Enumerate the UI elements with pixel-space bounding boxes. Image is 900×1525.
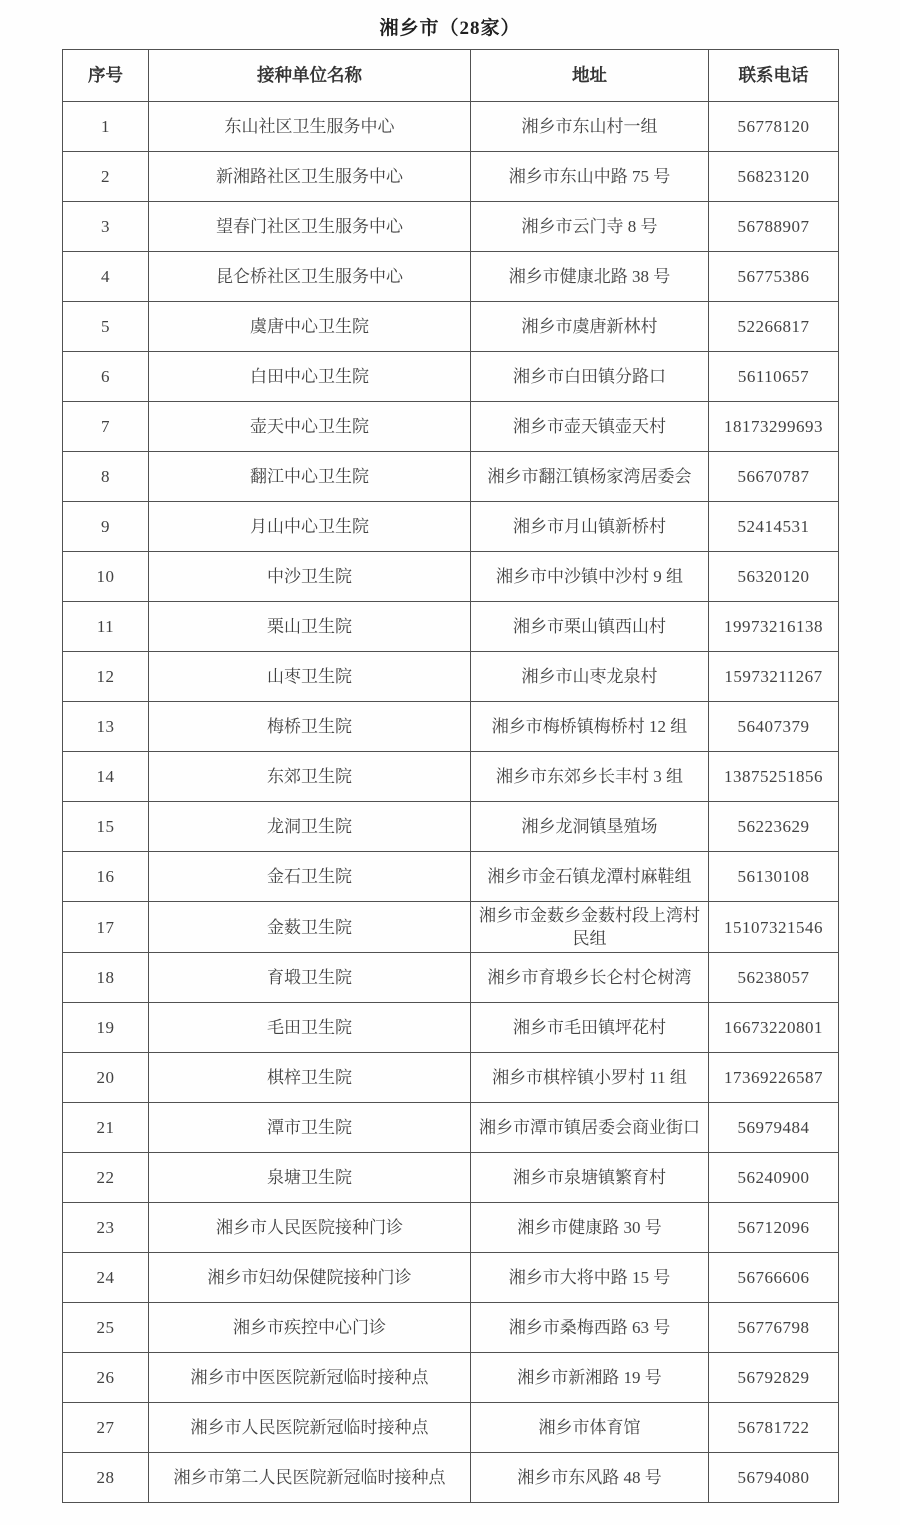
address-cell: 湘乡市东山村一组 xyxy=(471,102,709,152)
table-row xyxy=(63,502,839,552)
phone-cell: 56130108 xyxy=(709,852,839,902)
phone-cell: 56320120 xyxy=(709,552,839,602)
unit-name-cell: 梅桥卫生院 xyxy=(149,702,471,752)
header-phone: 联系电话 xyxy=(709,50,839,102)
row-index-cell: 7 xyxy=(63,402,149,452)
table-row xyxy=(63,752,839,802)
unit-name-cell: 潭市卫生院 xyxy=(149,1103,471,1153)
table-row xyxy=(63,1053,839,1103)
address-cell: 湘乡市虞唐新林村 xyxy=(471,302,709,352)
header-address: 地址 xyxy=(471,50,709,102)
unit-name-cell: 虞唐中心卫生院 xyxy=(149,302,471,352)
address-cell: 湘乡龙洞镇垦殖场 xyxy=(471,802,709,852)
phone-cell: 18173299693 xyxy=(709,402,839,452)
address-cell: 湘乡市棋梓镇小罗村 11 组 xyxy=(471,1053,709,1103)
table-row xyxy=(63,302,839,352)
address-cell: 湘乡市潭市镇居委会商业街口 xyxy=(471,1103,709,1153)
phone-cell: 56823120 xyxy=(709,152,839,202)
table-row xyxy=(63,1153,839,1203)
phone-cell: 56670787 xyxy=(709,452,839,502)
unit-name-cell: 白田中心卫生院 xyxy=(149,352,471,402)
unit-name-cell: 昆仑桥社区卫生服务中心 xyxy=(149,252,471,302)
phone-cell: 56979484 xyxy=(709,1103,839,1153)
row-index-cell: 18 xyxy=(63,953,149,1003)
row-index-cell: 27 xyxy=(63,1403,149,1453)
table-row xyxy=(63,1403,839,1453)
row-index-cell: 1 xyxy=(63,102,149,152)
address-cell: 湘乡市壶天镇壶天村 xyxy=(471,402,709,452)
row-index-cell: 3 xyxy=(63,202,149,252)
table-row xyxy=(63,902,839,953)
address-cell: 湘乡市中沙镇中沙村 9 组 xyxy=(471,552,709,602)
address-cell: 湘乡市金薮乡金薮村段上湾村民组 xyxy=(471,902,709,953)
address-cell: 湘乡市健康路 30 号 xyxy=(471,1203,709,1253)
address-cell: 湘乡市育塅乡长仑村仑树湾 xyxy=(471,953,709,1003)
phone-cell: 56223629 xyxy=(709,802,839,852)
phone-cell: 56407379 xyxy=(709,702,839,752)
address-cell: 湘乡市健康北路 38 号 xyxy=(471,252,709,302)
unit-name-cell: 湘乡市第二人民医院新冠临时接种点 xyxy=(149,1453,471,1503)
address-cell: 湘乡市栗山镇西山村 xyxy=(471,602,709,652)
table-row xyxy=(63,1353,839,1403)
table-row xyxy=(63,1003,839,1053)
row-index-cell: 13 xyxy=(63,702,149,752)
row-index-cell: 17 xyxy=(63,902,149,953)
address-cell: 湘乡市东山中路 75 号 xyxy=(471,152,709,202)
table-row xyxy=(63,802,839,852)
header-name: 接种单位名称 xyxy=(149,50,471,102)
table-row xyxy=(63,1303,839,1353)
phone-cell: 56781722 xyxy=(709,1403,839,1453)
unit-name-cell: 金石卫生院 xyxy=(149,852,471,902)
unit-name-cell: 泉塘卫生院 xyxy=(149,1153,471,1203)
unit-name-cell: 金薮卫生院 xyxy=(149,902,471,953)
phone-cell: 56766606 xyxy=(709,1253,839,1303)
address-cell: 湘乡市云门寺 8 号 xyxy=(471,202,709,252)
table-row xyxy=(63,102,839,152)
phone-cell: 56110657 xyxy=(709,352,839,402)
row-index-cell: 28 xyxy=(63,1453,149,1503)
table-row xyxy=(63,152,839,202)
phone-cell: 56794080 xyxy=(709,1453,839,1503)
address-cell: 湘乡市金石镇龙潭村麻鞋组 xyxy=(471,852,709,902)
phone-cell: 56788907 xyxy=(709,202,839,252)
phone-cell: 15107321546 xyxy=(709,902,839,953)
unit-name-cell: 湘乡市疾控中心门诊 xyxy=(149,1303,471,1353)
phone-cell: 56775386 xyxy=(709,252,839,302)
unit-name-cell: 湘乡市中医医院新冠临时接种点 xyxy=(149,1353,471,1403)
unit-name-cell: 棋梓卫生院 xyxy=(149,1053,471,1103)
address-cell: 湘乡市白田镇分路口 xyxy=(471,352,709,402)
unit-name-cell: 毛田卫生院 xyxy=(149,1003,471,1053)
unit-name-cell: 湘乡市妇幼保健院接种门诊 xyxy=(149,1253,471,1303)
table-row xyxy=(63,1103,839,1153)
row-index-cell: 2 xyxy=(63,152,149,202)
address-cell: 湘乡市梅桥镇梅桥村 12 组 xyxy=(471,702,709,752)
row-index-cell: 20 xyxy=(63,1053,149,1103)
phone-cell: 52266817 xyxy=(709,302,839,352)
address-cell: 湘乡市翻江镇杨家湾居委会 xyxy=(471,452,709,502)
row-index-cell: 25 xyxy=(63,1303,149,1353)
row-index-cell: 21 xyxy=(63,1103,149,1153)
row-index-cell: 16 xyxy=(63,852,149,902)
table-row xyxy=(63,452,839,502)
address-cell: 湘乡市东郊乡长丰村 3 组 xyxy=(471,752,709,802)
table-row xyxy=(63,1453,839,1503)
phone-cell: 13875251856 xyxy=(709,752,839,802)
row-index-cell: 12 xyxy=(63,652,149,702)
table-row xyxy=(63,602,839,652)
row-index-cell: 24 xyxy=(63,1253,149,1303)
unit-name-cell: 新湘路社区卫生服务中心 xyxy=(149,152,471,202)
header-index: 序号 xyxy=(63,50,149,102)
phone-cell: 19973216138 xyxy=(709,602,839,652)
address-cell: 湘乡市月山镇新桥村 xyxy=(471,502,709,552)
table-header-row xyxy=(63,50,839,102)
row-index-cell: 5 xyxy=(63,302,149,352)
unit-name-cell: 东山社区卫生服务中心 xyxy=(149,102,471,152)
unit-name-cell: 望春门社区卫生服务中心 xyxy=(149,202,471,252)
address-cell: 湘乡市桑梅西路 63 号 xyxy=(471,1303,709,1353)
row-index-cell: 26 xyxy=(63,1353,149,1403)
unit-name-cell: 中沙卫生院 xyxy=(149,552,471,602)
unit-name-cell: 壶天中心卫生院 xyxy=(149,402,471,452)
address-cell: 湘乡市山枣龙泉村 xyxy=(471,652,709,702)
address-cell: 湘乡市泉塘镇繁育村 xyxy=(471,1153,709,1203)
unit-name-cell: 湘乡市人民医院接种门诊 xyxy=(149,1203,471,1253)
phone-cell: 56778120 xyxy=(709,102,839,152)
row-index-cell: 11 xyxy=(63,602,149,652)
row-index-cell: 15 xyxy=(63,802,149,852)
unit-name-cell: 育塅卫生院 xyxy=(149,953,471,1003)
row-index-cell: 9 xyxy=(63,502,149,552)
address-cell: 湘乡市东风路 48 号 xyxy=(471,1453,709,1503)
unit-name-cell: 东郊卫生院 xyxy=(149,752,471,802)
address-cell: 湘乡市体育馆 xyxy=(471,1403,709,1453)
page-title: 湘乡市（28家） xyxy=(379,18,521,39)
phone-cell: 56792829 xyxy=(709,1353,839,1403)
table-row xyxy=(63,702,839,752)
phone-cell: 56776798 xyxy=(709,1303,839,1353)
unit-name-cell: 栗山卫生院 xyxy=(149,602,471,652)
phone-cell: 17369226587 xyxy=(709,1053,839,1103)
row-index-cell: 4 xyxy=(63,252,149,302)
table-row xyxy=(63,1203,839,1253)
phone-cell: 56238057 xyxy=(709,953,839,1003)
unit-name-cell: 月山中心卫生院 xyxy=(149,502,471,552)
table-row xyxy=(63,953,839,1003)
address-cell: 湘乡市毛田镇坪花村 xyxy=(471,1003,709,1053)
address-cell: 湘乡市新湘路 19 号 xyxy=(471,1353,709,1403)
table-row xyxy=(63,352,839,402)
unit-name-cell: 山枣卫生院 xyxy=(149,652,471,702)
unit-name-cell: 龙洞卫生院 xyxy=(149,802,471,852)
phone-cell: 52414531 xyxy=(709,502,839,552)
row-index-cell: 19 xyxy=(63,1003,149,1053)
vaccination-sites-table xyxy=(62,49,839,1503)
row-index-cell: 22 xyxy=(63,1153,149,1203)
table-row xyxy=(63,402,839,452)
table-row xyxy=(63,652,839,702)
unit-name-cell: 翻江中心卫生院 xyxy=(149,452,471,502)
unit-name-cell: 湘乡市人民医院新冠临时接种点 xyxy=(149,1403,471,1453)
row-index-cell: 10 xyxy=(63,552,149,602)
phone-cell: 56240900 xyxy=(709,1153,839,1203)
table-row xyxy=(63,852,839,902)
row-index-cell: 8 xyxy=(63,452,149,502)
table-row xyxy=(63,552,839,602)
address-cell: 湘乡市大将中路 15 号 xyxy=(471,1253,709,1303)
phone-cell: 16673220801 xyxy=(709,1003,839,1053)
table-row xyxy=(63,1253,839,1303)
row-index-cell: 14 xyxy=(63,752,149,802)
phone-cell: 56712096 xyxy=(709,1203,839,1253)
phone-cell: 15973211267 xyxy=(709,652,839,702)
table-body xyxy=(63,102,839,1503)
row-index-cell: 6 xyxy=(63,352,149,402)
row-index-cell: 23 xyxy=(63,1203,149,1253)
table-row xyxy=(63,202,839,252)
table-row xyxy=(63,252,839,302)
